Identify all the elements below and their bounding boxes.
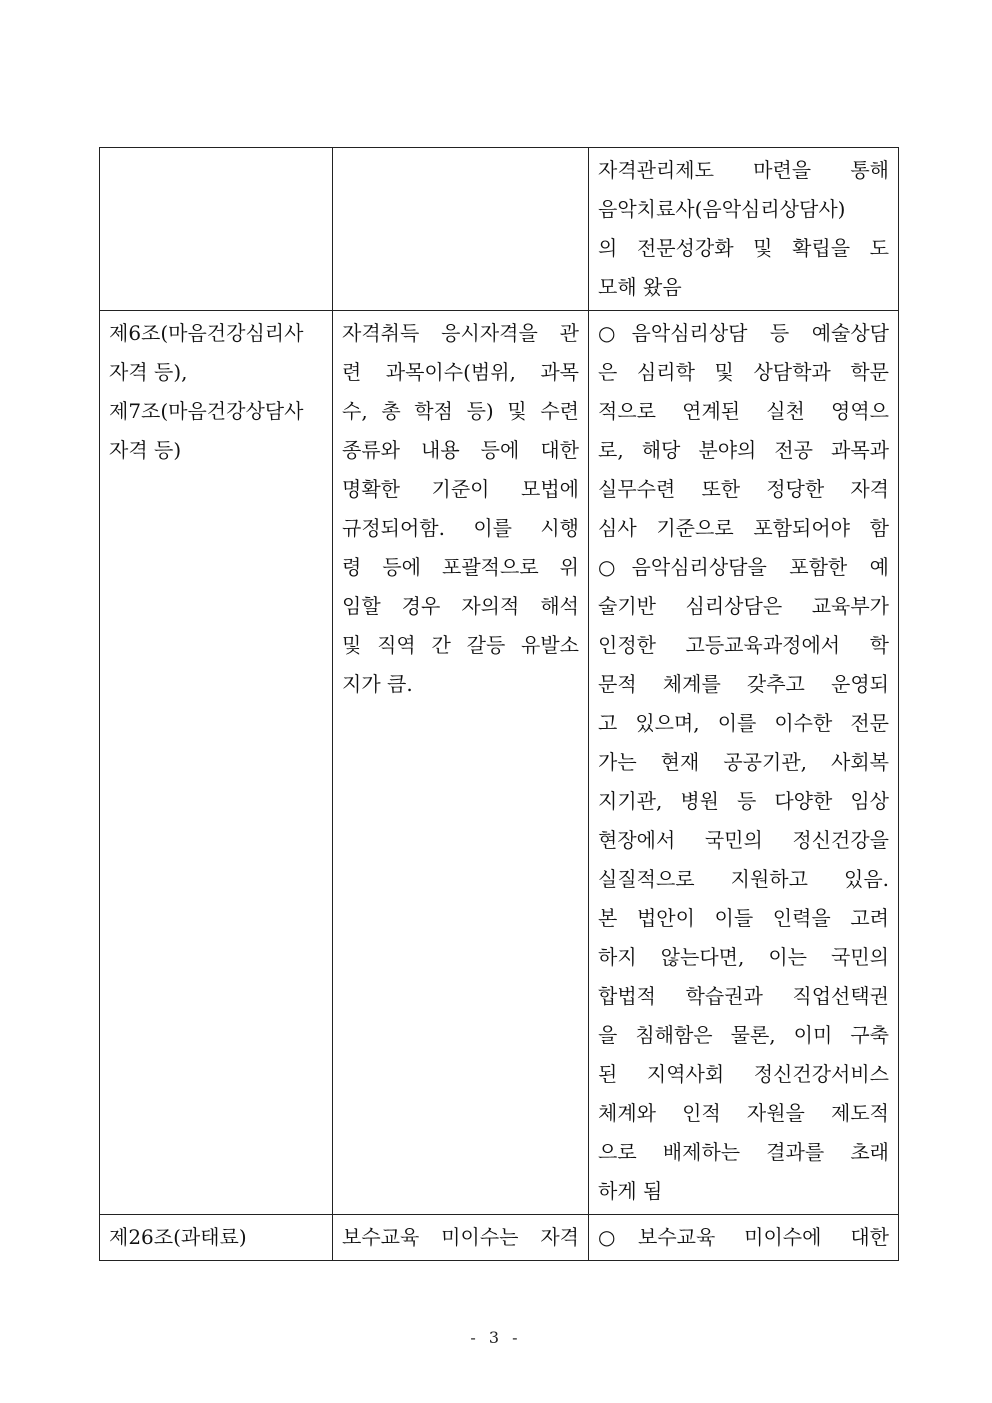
cell-line: 음악치료사(음악심리상담사) (598, 197, 846, 221)
cell-line: 고 있으며, 이를 이수한 전문 (598, 711, 889, 735)
cell-line: 심사 기준으로 포함되어야 함 (598, 516, 889, 540)
article-cell (100, 1215, 333, 1261)
cell-line: 제6조(마음건강심리사 (109, 321, 304, 345)
cell-line: 제7조(마음건강상담사 (109, 399, 304, 423)
cell-line: 자격취득 응시자격을 관 (342, 321, 579, 345)
cell-line: 하게 됨 (598, 1179, 663, 1203)
cell-line: 문적 체계를 갖추고 운영되 (598, 672, 889, 696)
cell-line: 지가 큼. (342, 672, 413, 696)
cell-line: 자격 등), (109, 360, 188, 384)
cell-line: 술기반 심리상담은 교육부가 (598, 594, 889, 618)
cell-line: 의 전문성강화 및 확립을 도 (598, 236, 889, 260)
cell-line: 로, 해당 분야의 전공 과목과 (598, 438, 889, 462)
cell-line: 체계와 인적 자원을 제도적 (598, 1101, 889, 1125)
cell-line: 인정한 고등교육과정에서 학 (598, 633, 889, 657)
opinion-cell (589, 148, 899, 311)
opinion-cell (589, 311, 899, 1215)
page-number: - 3 - (470, 1328, 522, 1347)
cell-line: 보수교육 미이수는 자격 (342, 1225, 579, 1249)
cell-line: ○음악심리상담을 포함한 예 (598, 555, 889, 579)
table-row (100, 1215, 899, 1261)
cell-line: 지기관, 병원 등 다양한 임상 (598, 789, 889, 813)
opinion-cell (589, 1215, 899, 1261)
cell-line: 으로 배제하는 결과를 초래 (598, 1140, 889, 1164)
cell-line: 실질적으로 지원하고 있음. (598, 867, 889, 891)
cell-line: 본 법안이 이들 인력을 고려 (598, 906, 889, 930)
cell-line: 자격관리제도 마련을 통해 (598, 158, 889, 182)
table-row (100, 311, 899, 1215)
cell-line: 된 지역사회 정신건강서비스 (598, 1062, 889, 1086)
article-cell (100, 311, 333, 1215)
cell-line: 현장에서 국민의 정신건강을 (598, 828, 889, 852)
issue-cell (333, 311, 589, 1215)
cell-line: ○보수교육 미이수에 대한 (598, 1225, 889, 1249)
cell-line: 및 직역 간 갈등 유발소 (342, 633, 579, 657)
cell-line: 제26조(과태료) (109, 1225, 247, 1249)
cell-line: 령 등에 포괄적으로 위 (342, 555, 579, 579)
cell-line: 수, 총 학점 등) 및 수련 (342, 399, 579, 423)
cell-line: ○음악심리상담 등 예술상담 (598, 321, 889, 345)
cell-line: 련 과목이수(범위, 과목 (342, 360, 579, 384)
issue-cell (333, 1215, 589, 1261)
cell-line: 적으로 연계된 실천 영역으 (598, 399, 889, 423)
cell-line: 모해 왔음 (598, 275, 682, 299)
document-table (99, 147, 899, 1261)
cell-line: 합법적 학습권과 직업선택권 (598, 984, 889, 1008)
cell-line: 가는 현재 공공기관, 사회복 (598, 750, 889, 774)
issue-cell (333, 148, 589, 311)
cell-line: 규정되어함. 이를 시행 (342, 516, 579, 540)
cell-line: 실무수련 또한 정당한 자격 (598, 477, 889, 501)
cell-line: 을 침해함은 물론, 이미 구축 (598, 1023, 889, 1047)
cell-line: 임할 경우 자의적 해석 (342, 594, 579, 618)
table-row (100, 148, 899, 311)
cell-line: 자격 등) (109, 438, 182, 462)
cell-line: 종류와 내용 등에 대한 (342, 438, 579, 462)
cell-line: 하지 않는다면, 이는 국민의 (598, 945, 889, 969)
cell-line: 은 심리학 및 상담학과 학문 (598, 360, 889, 384)
cell-line: 명확한 기준이 모법에 (342, 477, 579, 501)
article-cell (100, 148, 333, 311)
